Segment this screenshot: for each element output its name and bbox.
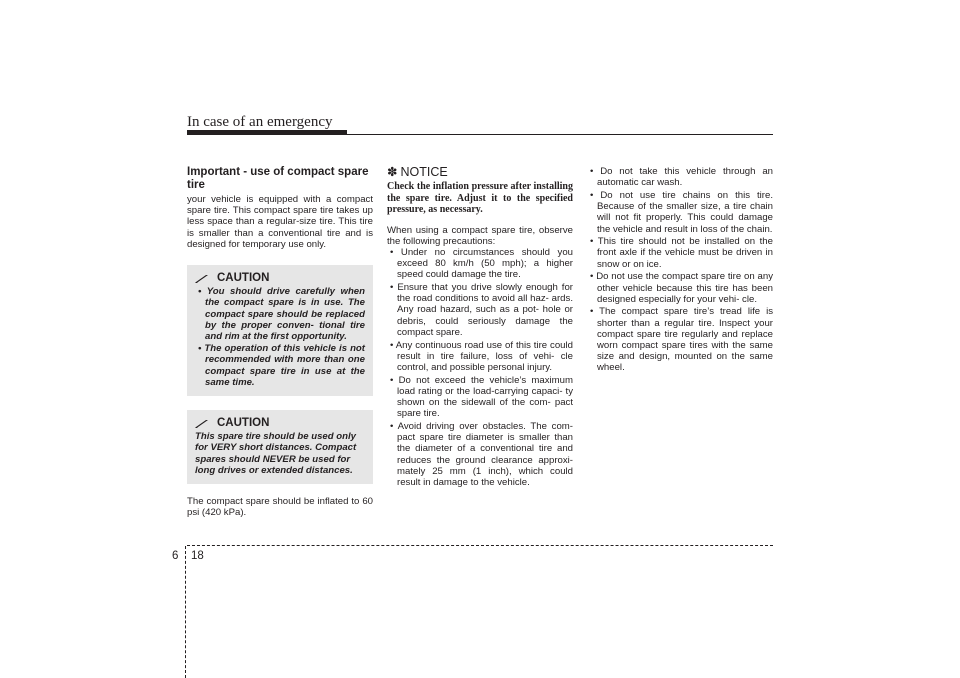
caution-text: This spare tire should be used only for VERY short distances. Compact spares should NEVER be used for long drives or extended distances.: [195, 431, 357, 476]
list-item: • Do not use the compact spare tire on any other vehicle because this tire has been designed especially for your vehi- cle.: [590, 271, 774, 305]
page-number: 18: [191, 550, 204, 562]
list-item: • Do not exceed the vehicle’s maximum load rating or the load-carrying capaci- ty shown on the sidewall of the com- pact spare tire.: [390, 374, 573, 420]
list-item: • Ensure that you drive slowly enough for the road conditions to avoid all haz- ards. Any road hazard, such as a pot- hole or debris, could seriously damage the compact spare.: [390, 282, 573, 338]
caution-heading: [195, 273, 365, 284]
caution-label: CAUTION: [217, 417, 270, 430]
list-item: • This tire should not be installed on the front axle if the vehicle must be driven in snow or on ice.: [590, 236, 773, 270]
chapter-number: 6: [172, 550, 179, 562]
column-2: [387, 166, 573, 488]
header-title: In case of an emergency: [187, 114, 333, 130]
pencil-icon: [195, 419, 211, 428]
caution-box-1: [187, 265, 373, 396]
notice-star-icon: ✽: [387, 165, 398, 179]
closing-paragraph: The compact spare should be inflated to 60 psi (420 kPa).: [187, 496, 373, 519]
precautions-intro: When using a compact spare tire, observe the following precautions:: [387, 224, 573, 247]
caution-heading: [195, 418, 365, 429]
list-item: • Any continuous road use of this tire could result in tire failure, loss of vehi- cle control, and possible personal injury.: [390, 339, 573, 373]
caution-label: CAUTION: [217, 272, 270, 285]
precautions-list-continued: [587, 166, 773, 374]
column-3: [587, 166, 773, 374]
list-item: • The compact spare tire’s tread life is shorter than a regular tire. Inspect your compact spare tire regularly and replace worn compact spare tires with the same size and design, mounted on the same wheel.: [590, 306, 773, 374]
list-item: • Avoid driving over obstacles. The com- pact spare tire diameter is smaller than the diameter of a conventional tire and reduces the ground clearance approxi- mately 25 mm (1 inch), which could result in damage to the vehicle.: [390, 420, 573, 488]
pencil-icon: [195, 274, 211, 283]
caution-box-2: [187, 410, 373, 484]
precautions-list: [387, 247, 573, 488]
notice-text: Check the inflation pressure after installing the spare tire. Adjust it to the specified pressure, as necessary.: [387, 181, 573, 215]
caution-list: [195, 286, 365, 388]
footer-divider: [185, 546, 186, 678]
notice-heading: [387, 166, 573, 179]
footer-rule: [187, 545, 773, 546]
notice-label: NOTICE: [400, 165, 448, 179]
list-item: • Do not use tire chains on this tire. Because of the smaller size, a tire chain will not fit properly. This could damage the vehicle and result in loss of the chain.: [590, 189, 773, 235]
caution-item: • You should drive carefully when the compact spare is in use. The compact spare should be replaced by the proper conven- tional tire and rim at the first opportunity.: [198, 286, 365, 343]
header-rule: [187, 134, 773, 135]
caution-item: • The operation of this vehicle is not recommended with more than one compact spare tire in use at the same time.: [198, 343, 365, 388]
column-1: [187, 166, 373, 518]
intro-paragraph: your vehicle is equipped with a compact spare tire. This compact spare tire takes up less space than a regular-size tire. This tire is smaller than a conventional tire and is designed for temporary use only.: [187, 194, 373, 250]
section-heading: Important - use of compact spare tire: [187, 166, 369, 191]
list-item: • Do not take this vehicle through an automatic car wash.: [590, 166, 773, 189]
list-item: • Under no circumstances should you exceed 80 km/h (50 mph); a higher speed could damage the tire.: [390, 246, 573, 281]
